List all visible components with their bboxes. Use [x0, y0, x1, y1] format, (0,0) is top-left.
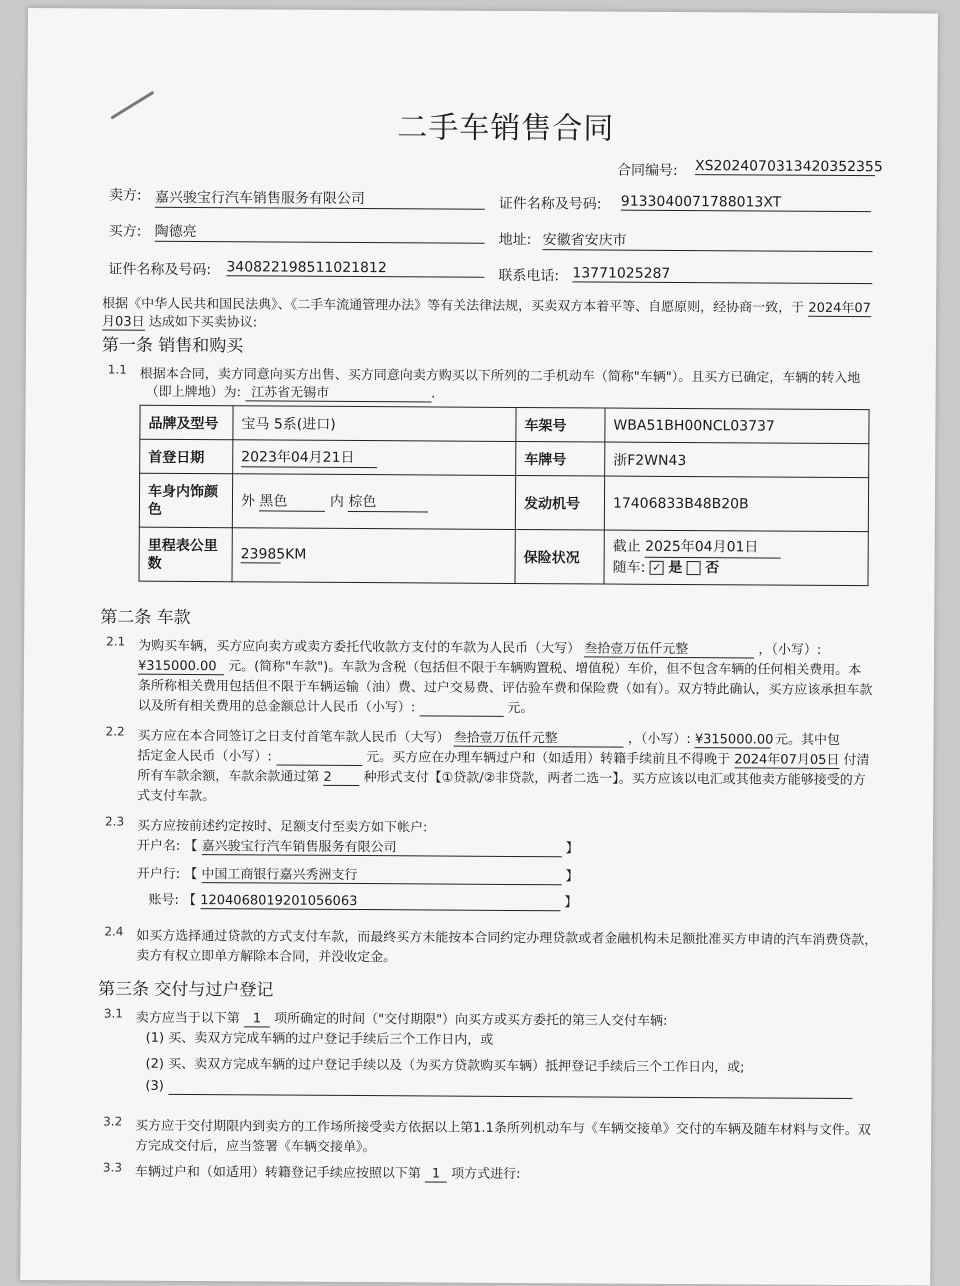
section-3-heading: 第三条 交付与过户登记: [97, 979, 274, 1001]
intro-line2: [102, 310, 257, 331]
clause-2-1-text-a: 为购买车辆，买方应向卖方或卖方委托代收款方支付的车款为人民币（大写）: [138, 638, 581, 657]
clause-2-1-line4: [138, 695, 534, 717]
account-bank-label: 开户行:: [136, 866, 181, 882]
delivery-option-choice: 1: [244, 1011, 270, 1027]
color-cell: [232, 474, 515, 530]
clause-2-3-text: 买方应按前述约定按时、足额支付至卖方如下帐户:: [136, 818, 428, 836]
clause-2-2-line3: [137, 765, 866, 789]
seller-name: 嘉兴骏宝行汽车销售服务有限公司: [155, 187, 485, 210]
buyer-phone-label: 联系电话:: [498, 267, 560, 285]
insurance-until-date: 2025年04月01日: [645, 537, 781, 559]
account-bank-rbracket: 】: [565, 869, 579, 885]
clause-2-2-text-h: 种形式支付【①贷款/②非贷款，两者二选一】。买方应该以电汇或其他卖方能够接受的方: [363, 770, 866, 789]
buyer-label: 买方:: [108, 223, 142, 240]
account-number-rbracket: 】: [564, 895, 578, 911]
clause-3-3-text-b: 项方式进行:: [451, 1166, 521, 1183]
account-number-row: [148, 889, 577, 912]
section-1-heading: 第一条 销售和购买: [101, 335, 244, 357]
no-label: 否: [705, 560, 720, 577]
engine-label: 发动机号: [515, 475, 604, 530]
clause-2-2-text-d: 括定金人民币（小写）:: [137, 748, 272, 765]
clause-2-1-text-b: ，（小写）:: [758, 642, 822, 658]
first-payment-figures: ¥315000.00: [694, 732, 774, 748]
account-name-label: 开户名:: [136, 838, 181, 854]
intro-date-part2: 月03日: [102, 310, 145, 330]
interior-prefix: 内: [329, 493, 344, 510]
clause-2-2-line4: 式支付车款。: [137, 788, 216, 805]
mileage-unit: KM: [285, 546, 307, 563]
yes-label: 是: [668, 559, 683, 577]
clause-2-4-line1: 如买方选择通过贷款的方式支付车款，而最终买方未能按本合同约定办理贷款或者金融机构未足额批准买方申请的汽车消费贷款，: [136, 928, 878, 949]
color-label: 车身内饰颜色: [139, 473, 232, 528]
total-amount-blank: [419, 700, 503, 717]
first-registration-date: 2023年04月21日: [241, 446, 377, 468]
clause-3-2-line1: 买方应于交付期限内到卖方的工作场所接受卖方依据以上第1.1条所列机动车与《车辆交接单》交付的车辆及随车材料与文件。双: [135, 1118, 871, 1139]
insurance-until-prefix: 截止: [612, 538, 641, 555]
clause-2-1-text-c: 元。(简称"车款")。车款为含税（包括但不限于车辆购置税、增值税）车价，但不包含车辆的任何相关费用。本: [228, 659, 862, 679]
mileage-label: 里程表公里数: [139, 527, 232, 582]
account-bank-row: [137, 863, 579, 886]
clause-2-1-text-f: 元。: [507, 700, 534, 717]
staple-mark: [110, 91, 154, 120]
clause-1-1-line1: 根据本合同，卖方同意向买方出售、买方同意向卖方购买以下所列的二手机动车（简称"车辆"）。且买方已确定，车辆的转入地: [139, 366, 861, 387]
seller-cert-label: 证件名称及号码:: [498, 195, 602, 213]
brand-model-label: 品牌及型号: [140, 405, 233, 440]
account-name-lbracket: 【: [184, 838, 198, 855]
account-bank: 中国工商银行嘉兴秀洲支行: [201, 863, 561, 885]
total-price-figures: ¥315000.00: [138, 659, 224, 676]
brand-model: 宝马 5系(进口): [233, 406, 516, 442]
first-registration-cell: [233, 440, 516, 476]
interior-color: 棕色: [348, 491, 428, 512]
insurance-with-car-label: 随车:: [612, 559, 646, 576]
clause-2-4-line2: 卖方有权立即单方解除本合同，并没收定金。: [136, 948, 397, 966]
vin: WBA51BH00NCL03737: [605, 408, 869, 444]
contract-number: XS2024070313420352355: [694, 158, 883, 176]
clause-2-2-text-f: 付清: [843, 752, 870, 769]
account-number: 1204068019201056063: [200, 893, 560, 911]
section-2-heading: 第二条 车款: [100, 607, 191, 629]
insurance-cell: [604, 530, 868, 586]
buyer-address-label: 地址:: [498, 231, 532, 249]
account-number-lbracket: 【: [183, 892, 197, 909]
clause-2-4-number: 2.4: [104, 924, 124, 939]
first-registration-label: 首登日期: [140, 439, 233, 474]
clause-3-1-text-a: 卖方应当于以下第: [135, 1010, 240, 1027]
buyer-cert-number: 340822198511021812: [226, 259, 484, 278]
buyer-phone: 13771025287: [572, 265, 872, 284]
intro-date-part1: 2024年07: [808, 297, 871, 317]
clause-2-2-text-b: ，（小写）:: [627, 731, 691, 748]
clause-1-1-label: （即上牌地）为:: [145, 384, 242, 401]
clause-2-1-number: 2.1: [106, 634, 126, 649]
transfer-destination: 江苏省无锡市: [245, 381, 431, 402]
exterior-color: 黑色: [259, 490, 325, 511]
deposit-blank: [276, 750, 362, 767]
buyer-cert-label: 证件名称及号码:: [108, 261, 212, 279]
mileage-cell: [232, 528, 515, 584]
first-payment-words: 叁拾壹万伍仟元整: [454, 727, 624, 748]
delivery-option-3-row: [145, 1079, 852, 1099]
total-price-words: 叁拾壹万伍仟元整: [584, 637, 754, 658]
exterior-prefix: 外: [240, 493, 256, 510]
clause-2-2-text-g: 所有车款余额，车款余款通过第: [137, 768, 320, 785]
clause-2-1-text-e: 以及所有相关费用的总金额总计人民币（小写）:: [137, 698, 416, 716]
contract-number-label: 合同编号:: [616, 162, 678, 179]
clause-1-1-number: 1.1: [107, 362, 127, 377]
intro-tail: 达成如下买卖协议:: [148, 314, 258, 331]
checkbox-no[interactable]: [687, 561, 701, 575]
insurance-with-car-row: [613, 558, 860, 580]
balance-due-date: 2024年07月05日: [734, 748, 839, 769]
document-title: 二手车销售合同: [397, 110, 615, 147]
account-name-row: [137, 835, 579, 858]
insurance-until-row: [613, 537, 860, 560]
clause-3-2-line2: 方完成交付后，应当签署《车辆交接单》。: [135, 1138, 376, 1156]
account-number-label: 账号:: [148, 892, 179, 908]
engine-number: 17406833B48B20B: [604, 476, 868, 532]
account-name-rbracket: 】: [565, 841, 579, 857]
clause-2-2-number: 2.2: [105, 724, 125, 739]
delivery-option-2: (2) 买、卖双方完成车辆的过户登记手续以及（为买方贷款购买车辆）抵押登记手续后三个工作日内，或;: [145, 1056, 745, 1076]
clause-2-2-text-a: 买方应在本合同签订之日支付首笔车款人民币（大写）: [137, 728, 450, 746]
account-name: 嘉兴骏宝行汽车销售服务有限公司: [202, 835, 562, 857]
plate-label: 车牌号: [516, 441, 605, 476]
clause-2-2-text-c: 元。其中包: [774, 732, 841, 748]
clause-3-1-number: 3.1: [103, 1006, 123, 1021]
buyer-name: 陶德亮: [155, 221, 485, 244]
seller-label: 卖方:: [108, 187, 142, 204]
clause-2-1-line3: 条所称相关费用包括但不限于车辆运输（油）费、过户交易费、评估验车费和保险费（如有）。双方特此确认，买方应该承担车款: [137, 678, 873, 699]
clause-3-3-number: 3.3: [102, 1160, 123, 1175]
account-bank-lbracket: 【: [184, 866, 198, 883]
clause-3-3-text-a: 车辆过户和（如适用）转籍登记手续应按照以下第: [134, 1164, 421, 1182]
clause-3-1-text-b: 项所确定的时间（"交付期限"）向买方或买方委托的第三人交付车辆:: [274, 1011, 668, 1029]
vehicle-info-table: [138, 405, 869, 586]
buyer-address: 安徽省安庆市: [543, 229, 873, 252]
clause-2-2-text-e: 元。买方应在办理车辆过户和（如适用）转籍手续前且不得晚于: [366, 750, 731, 768]
clause-3-3-line1: [135, 1161, 521, 1183]
delivery-option-3-blank: [168, 1079, 852, 1099]
delivery-option-3: (3): [145, 1078, 164, 1094]
plate-number: 浙F2WN43: [605, 442, 869, 478]
clause-3-2-number: 3.2: [103, 1114, 123, 1129]
vin-label: 车架号: [516, 407, 605, 442]
transfer-option-choice: 1: [425, 1166, 447, 1182]
contract-page: [20, 8, 938, 1286]
intro-body: 根据《中华人民共和国民法典》、《二手车流通管理办法》等有关法律法规，买卖双方本着平等、自愿原则，经协商一致，于: [102, 296, 805, 316]
clause-1-1-line2: （即上牌地）为: 江苏省无锡市 .: [146, 381, 436, 403]
mileage-value: 23985: [240, 546, 286, 563]
clause-2-3-number: 2.3: [104, 814, 125, 829]
payment-method-choice: 2: [323, 770, 359, 786]
seller-cert-number: 9133040071788013XT: [621, 194, 871, 213]
insurance-label: 保险状况: [515, 529, 604, 584]
delivery-option-1: (1) 买、卖双方完成车辆的过户登记手续后三个工作日内，或: [145, 1030, 494, 1048]
checkbox-yes[interactable]: ✓: [650, 561, 664, 575]
